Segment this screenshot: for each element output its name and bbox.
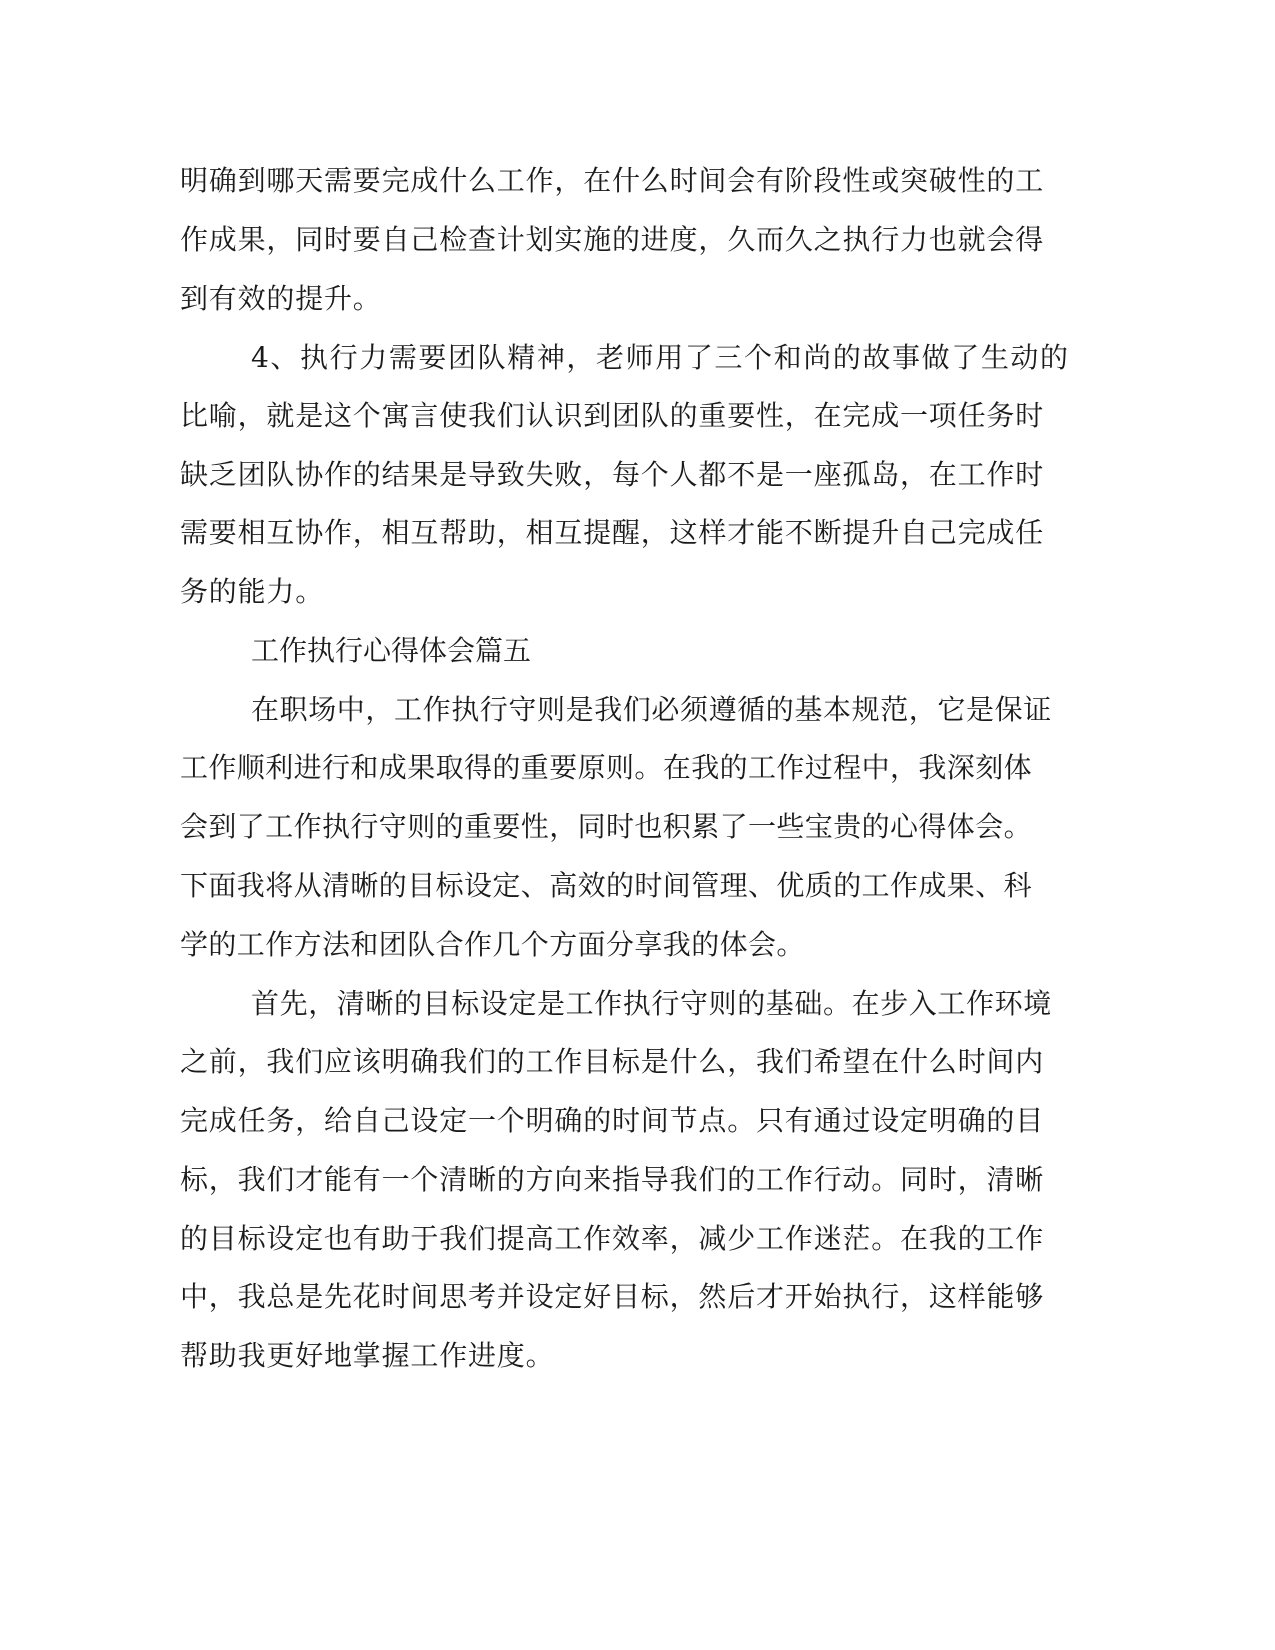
- paragraph-line: 到有效的提升。: [180, 282, 382, 315]
- paragraph-line: 缺乏团队协作的结果是导致失败，每个人都不是一座孤岛，在工作时: [180, 458, 1045, 491]
- paragraph-line: 工作顺利进行和成果取得的重要原则。在我的工作过程中，我深刻体: [180, 751, 1033, 784]
- paragraph-line: 明确到哪天需要完成什么工作，在什么时间会有阶段性或突破性的工: [180, 164, 1045, 197]
- paragraph-line: 首先，清晰的目标设定是工作执行守则的基础。在步入工作环境: [251, 987, 1052, 1020]
- paragraph-line: 下面我将从清晰的目标设定、高效的时间管理、优质的工作成果、科: [180, 869, 1033, 902]
- section-heading: 工作执行心得体会篇五: [251, 634, 532, 667]
- paragraph-line: 标，我们才能有一个清晰的方向来指导我们的工作行动。同时，清晰: [180, 1163, 1045, 1196]
- paragraph-line: 学的工作方法和团队合作几个方面分享我的体会。: [180, 928, 805, 961]
- paragraph-line: 4、执行力需要团队精神，老师用了三个和尚的故事做了生动的: [251, 341, 1070, 374]
- paragraph-line: 作成果，同时要自己检查计划实施的进度，久而久之执行力也就会得: [180, 223, 1045, 256]
- paragraph-line: 之前，我们应该明确我们的工作目标是什么，我们希望在什么时间内: [180, 1045, 1045, 1078]
- paragraph-line: 需要相互协作，相互帮助，相互提醒，这样才能不断提升自己完成任: [180, 516, 1045, 549]
- paragraph-line: 的目标设定也有助于我们提高工作效率，减少工作迷茫。在我的工作: [180, 1222, 1045, 1255]
- paragraph-line: 务的能力。: [180, 575, 325, 608]
- paragraph-line: 中，我总是先花时间思考并设定好目标，然后才开始执行，这样能够: [180, 1280, 1045, 1313]
- paragraph-line: 帮助我更好地掌握工作进度。: [180, 1339, 555, 1372]
- paragraph-line: 比喻，就是这个寓言使我们认识到团队的重要性，在完成一项任务时: [180, 399, 1045, 432]
- paragraph-line: 完成任务，给自己设定一个明确的时间节点。只有通过设定明确的目: [180, 1104, 1045, 1137]
- paragraph-line: 在职场中，工作执行守则是我们必须遵循的基本规范，它是保证: [251, 693, 1052, 726]
- paragraph-line: 会到了工作执行守则的重要性，同时也积累了一些宝贵的心得体会。: [180, 810, 1033, 843]
